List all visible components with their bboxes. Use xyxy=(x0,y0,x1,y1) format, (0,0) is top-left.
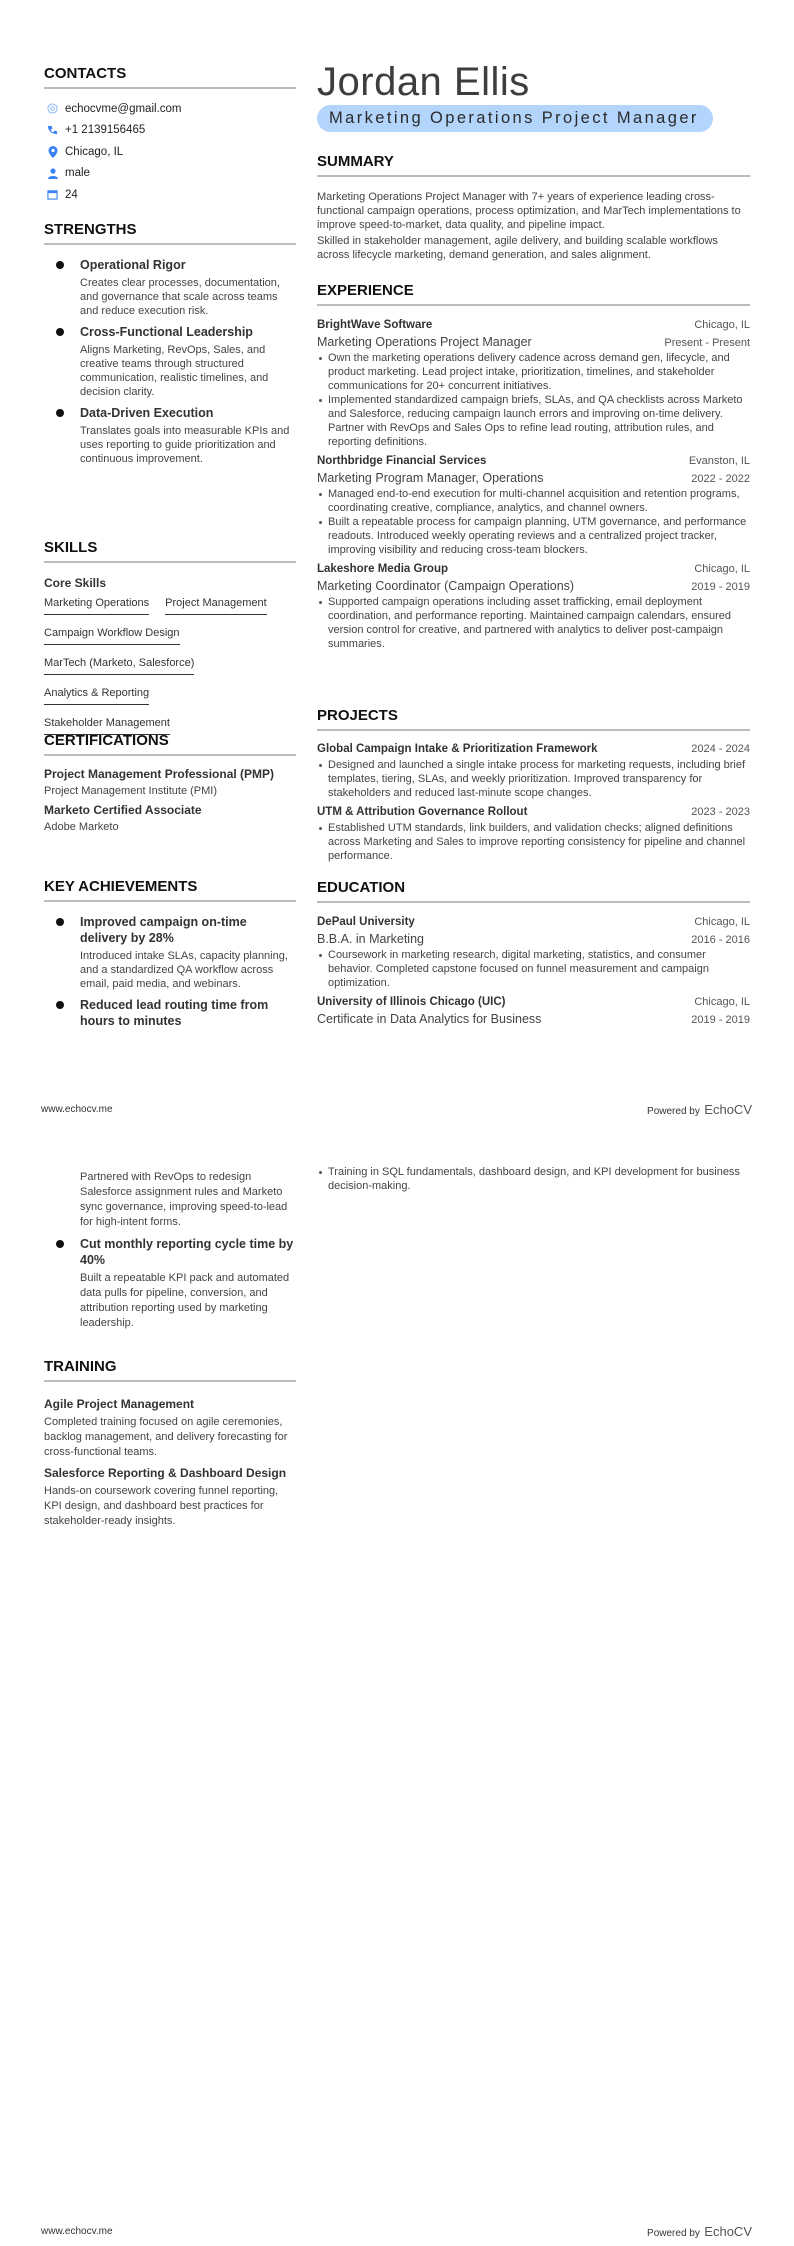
bullet-icon xyxy=(56,918,64,926)
strength-text: Translates goals into measurable KPIs and uses reporting to guide prioritization and continuous improvement. xyxy=(80,425,290,465)
achievement-text: Introduced intake SLAs, capacity planning, and a standardized QA workflow across email, paid media, and webinars. xyxy=(80,950,288,990)
company-name: BrightWave Software xyxy=(317,319,433,331)
skills-list xyxy=(44,593,296,743)
strength-item xyxy=(0,257,296,318)
contact-text: male xyxy=(65,167,90,180)
education-entry xyxy=(317,914,750,990)
dates: 2016 - 2016 xyxy=(691,934,750,946)
section-heading: EXPERIENCE xyxy=(317,282,414,299)
location: Chicago, IL xyxy=(694,916,750,928)
project-name: Global Campaign Intake & Prioritization Framework xyxy=(317,743,598,755)
person-icon xyxy=(46,167,59,180)
powered-by[interactable] xyxy=(647,2223,752,2241)
achievement-item xyxy=(0,914,296,991)
experience-section xyxy=(317,283,750,651)
company-name: Northbridge Financial Services xyxy=(317,455,487,467)
skill-tag: Project Management xyxy=(165,597,267,615)
education-section xyxy=(317,880,750,1028)
achievement-item xyxy=(0,1236,296,1331)
bullet-text: Own the marketing operations delivery cadence across demand gen, lifecycle, and product marketing. Lead project intake, prioritization, timelines, and stakeholder communications for 20+ concurrent initiatives. xyxy=(317,351,750,393)
achievements-continued xyxy=(44,1170,296,1331)
contact-age xyxy=(44,184,296,206)
footer-site-link[interactable]: www.echocv.me xyxy=(41,1104,113,1115)
calendar-icon xyxy=(46,188,59,201)
contact-text: echocvme@gmail.com xyxy=(65,102,182,115)
divider xyxy=(317,175,750,177)
job-title-badge: Marketing Operations Project Manager xyxy=(317,105,713,132)
bullet-icon xyxy=(56,1001,64,1009)
summary-paragraph: Skilled in stakeholder management, agile delivery, and building scalable workflows across lifecycle marketing, demand generation, and sales alignment. xyxy=(317,235,718,261)
contact-phone[interactable] xyxy=(44,120,296,142)
section-heading: KEY ACHIEVEMENTS xyxy=(44,878,198,895)
training-title: Salesforce Reporting & Dashboard Design xyxy=(44,1466,287,1480)
section-heading: CONTACTS xyxy=(44,65,127,82)
at-icon xyxy=(46,102,59,115)
project-name: UTM & Attribution Governance Rollout xyxy=(317,806,528,818)
role-title: Marketing Coordinator (Campaign Operations) xyxy=(317,579,575,593)
bullet-text: Designed and launched a single intake process for marketing requests, including brief templates, tiering, SLAs, and weekly prioritization. Improved transparency for stakeholders and reduced last-minute scope changes. xyxy=(317,758,750,800)
skills-section xyxy=(44,540,296,743)
contact-text: Chicago, IL xyxy=(65,145,124,158)
divider xyxy=(44,754,296,756)
school-name: University of Illinois Chicago (UIC) xyxy=(317,996,506,1008)
contact-text: 24 xyxy=(65,188,78,201)
brand-logo: EchoCV xyxy=(704,2224,752,2239)
powered-by[interactable] xyxy=(647,1101,752,1119)
contact-text: +1 2139156465 xyxy=(65,124,146,137)
achievement-text: Built a repeatable KPI pack and automated data pulls for pipeline, conversion, and attribution reporting used by marketing leadership. xyxy=(80,1272,290,1329)
strengths-section xyxy=(44,222,296,466)
experience-entry xyxy=(317,453,750,557)
strength-text: Aligns Marketing, RevOps, Sales, and creative teams through structured communication, realistic timelines, and decision clarity. xyxy=(80,344,269,398)
summary-paragraph: Marketing Operations Project Manager with 7+ years of experience leading cross-functional campaign operations, process optimization, and MarTech implementations to improve speed-to-market, data quality, and pipeline impact. xyxy=(317,191,741,231)
education-entry xyxy=(317,994,750,1028)
divider xyxy=(44,87,296,89)
location: Chicago, IL xyxy=(694,996,750,1008)
degree: B.B.A. in Marketing xyxy=(317,932,424,946)
header xyxy=(317,62,750,132)
training-text: Completed training focused on agile ceremonies, backlog management, and delivery forecasting for cross-functional teams. xyxy=(44,1416,288,1458)
strength-item xyxy=(0,405,296,466)
skill-tag: Stakeholder Management xyxy=(44,717,170,735)
dates: 2019 - 2019 xyxy=(691,1014,750,1026)
dates: 2024 - 2024 xyxy=(691,743,750,755)
contact-gender xyxy=(44,163,296,185)
dates: 2022 - 2022 xyxy=(691,473,750,485)
location: Evanston, IL xyxy=(688,455,750,467)
divider xyxy=(44,243,296,245)
section-heading: EDUCATION xyxy=(317,879,406,896)
achievement-title: Improved campaign on-time delivery by 28% xyxy=(80,915,247,945)
experience-entry xyxy=(317,561,750,651)
divider xyxy=(44,561,296,563)
project-entry xyxy=(317,804,750,863)
footer-site-link[interactable]: www.echocv.me xyxy=(41,2226,113,2237)
experience-entry xyxy=(317,317,750,449)
candidate-name: Jordan Ellis xyxy=(317,60,530,104)
section-heading: PROJECTS xyxy=(317,707,398,724)
contact-location xyxy=(44,141,296,163)
section-heading: STRENGTHS xyxy=(44,221,137,238)
training-text: Hands-on coursework covering funnel reporting, KPI design, and dashboard best practices for stakeholder-ready insights. xyxy=(44,1485,279,1527)
section-heading: CERTIFICATIONS xyxy=(44,732,169,749)
role-title: Marketing Operations Project Manager xyxy=(317,335,532,349)
strength-text: Creates clear processes, documentation, and governance that scale across teams and reduce execution risk. xyxy=(80,277,280,317)
divider xyxy=(317,901,750,903)
bullet-text: Implemented standardized campaign briefs, SLAs, and QA checklists across Marketo and Salesforce, reducing campaign launch errors and improving on-time delivery. Partner with RevOps and Sales Ops to refine lead routing, attribution rules, and reporting definitions. xyxy=(317,393,750,449)
location-pin-icon xyxy=(46,145,59,158)
strength-title: Operational Rigor xyxy=(80,258,186,272)
section-heading: SKILLS xyxy=(44,539,98,556)
bullet-text: Training in SQL fundamentals, dashboard design, and KPI development for business decision-making. xyxy=(317,1165,750,1193)
bullet-text: Established UTM standards, link builders, and validation checks; aligned definitions across Marketing and Sales to improve reporting consistency for pipeline and channel performance. xyxy=(317,821,750,863)
certifications-section xyxy=(44,733,296,834)
brand-logo: EchoCV xyxy=(704,1102,752,1117)
bullet-icon xyxy=(56,328,64,336)
section-heading: TRAINING xyxy=(44,1358,117,1375)
role-title: Marketing Program Manager, Operations xyxy=(317,471,544,485)
skill-tag: Marketing Operations xyxy=(44,597,149,615)
skills-group-title: Core Skills xyxy=(44,576,107,590)
education-continued xyxy=(317,1165,750,1193)
dates: 2019 - 2019 xyxy=(691,581,750,593)
company-name: Lakeshore Media Group xyxy=(317,563,449,575)
project-entry xyxy=(317,741,750,800)
bullet-icon xyxy=(56,1240,64,1248)
bullet-icon xyxy=(56,409,64,417)
bullet-icon xyxy=(56,261,64,269)
strength-title: Data-Driven Execution xyxy=(80,406,214,420)
divider xyxy=(317,729,750,731)
contacts-section xyxy=(44,66,296,206)
cert-issuer: Adobe Marketo xyxy=(44,821,119,833)
strength-item xyxy=(0,324,296,399)
strength-title: Cross-Functional Leadership xyxy=(80,325,253,339)
projects-section xyxy=(317,708,750,863)
achievement-item-continued xyxy=(0,1170,296,1230)
divider xyxy=(317,304,750,306)
bullet-text: Managed end-to-end execution for multi-channel acquisition and retention programs, coordinating creative, compliance, analytics, and channel owners. xyxy=(317,487,750,515)
degree: Certificate in Data Analytics for Business xyxy=(317,1012,542,1026)
dates: Present - Present xyxy=(664,337,750,349)
location: Chicago, IL xyxy=(694,563,750,575)
cert-name: Project Management Professional (PMP) xyxy=(44,767,275,781)
achievements-section xyxy=(44,879,296,1032)
summary-section xyxy=(317,154,750,262)
bullet-text: Built a repeatable process for campaign planning, UTM governance, and performance readouts. Introduced weekly operating reviews and a centralized project tracker, improving visibility and reducing cross-team blockers. xyxy=(317,515,750,557)
divider xyxy=(44,900,296,902)
dates: 2023 - 2023 xyxy=(691,806,750,818)
training-section xyxy=(44,1359,296,1529)
powered-by-label: Powered by xyxy=(647,2228,700,2239)
phone-icon xyxy=(46,124,59,137)
location: Chicago, IL xyxy=(694,319,750,331)
achievement-item xyxy=(0,997,296,1029)
cert-name: Marketo Certified Associate xyxy=(44,803,202,817)
powered-by-label: Powered by xyxy=(647,1106,700,1117)
school-name: DePaul University xyxy=(317,916,415,928)
skill-tag: Analytics & Reporting xyxy=(44,687,149,705)
achievement-title: Cut monthly reporting cycle time by 40% xyxy=(80,1237,294,1267)
skill-tag: Campaign Workflow Design xyxy=(44,627,180,645)
achievement-text: Partnered with RevOps to redesign Salesforce assignment rules and Marketo sync governance, improving speed-to-lead for high-intent forms. xyxy=(80,1171,288,1228)
bullet-text: Coursework in marketing research, digital marketing, statistics, and consumer behavior. Completed capstone focused on funnel measurement and campaign optimization. xyxy=(317,948,750,990)
contact-email[interactable] xyxy=(44,98,296,120)
cert-issuer: Project Management Institute (PMI) xyxy=(44,785,218,797)
achievement-title: Reduced lead routing time from hours to minutes xyxy=(80,998,269,1028)
section-heading: SUMMARY xyxy=(317,153,394,170)
training-title: Agile Project Management xyxy=(44,1397,195,1411)
bullet-text: Supported campaign operations including asset trafficking, email deployment coordination, and performance reporting. Maintained campaign calendars, ensured version control for creative, and partnered with analytics to deliver post-campaign summaries. xyxy=(317,595,750,651)
skill-tag: MarTech (Marketo, Salesforce) xyxy=(44,657,194,675)
divider xyxy=(44,1380,296,1382)
